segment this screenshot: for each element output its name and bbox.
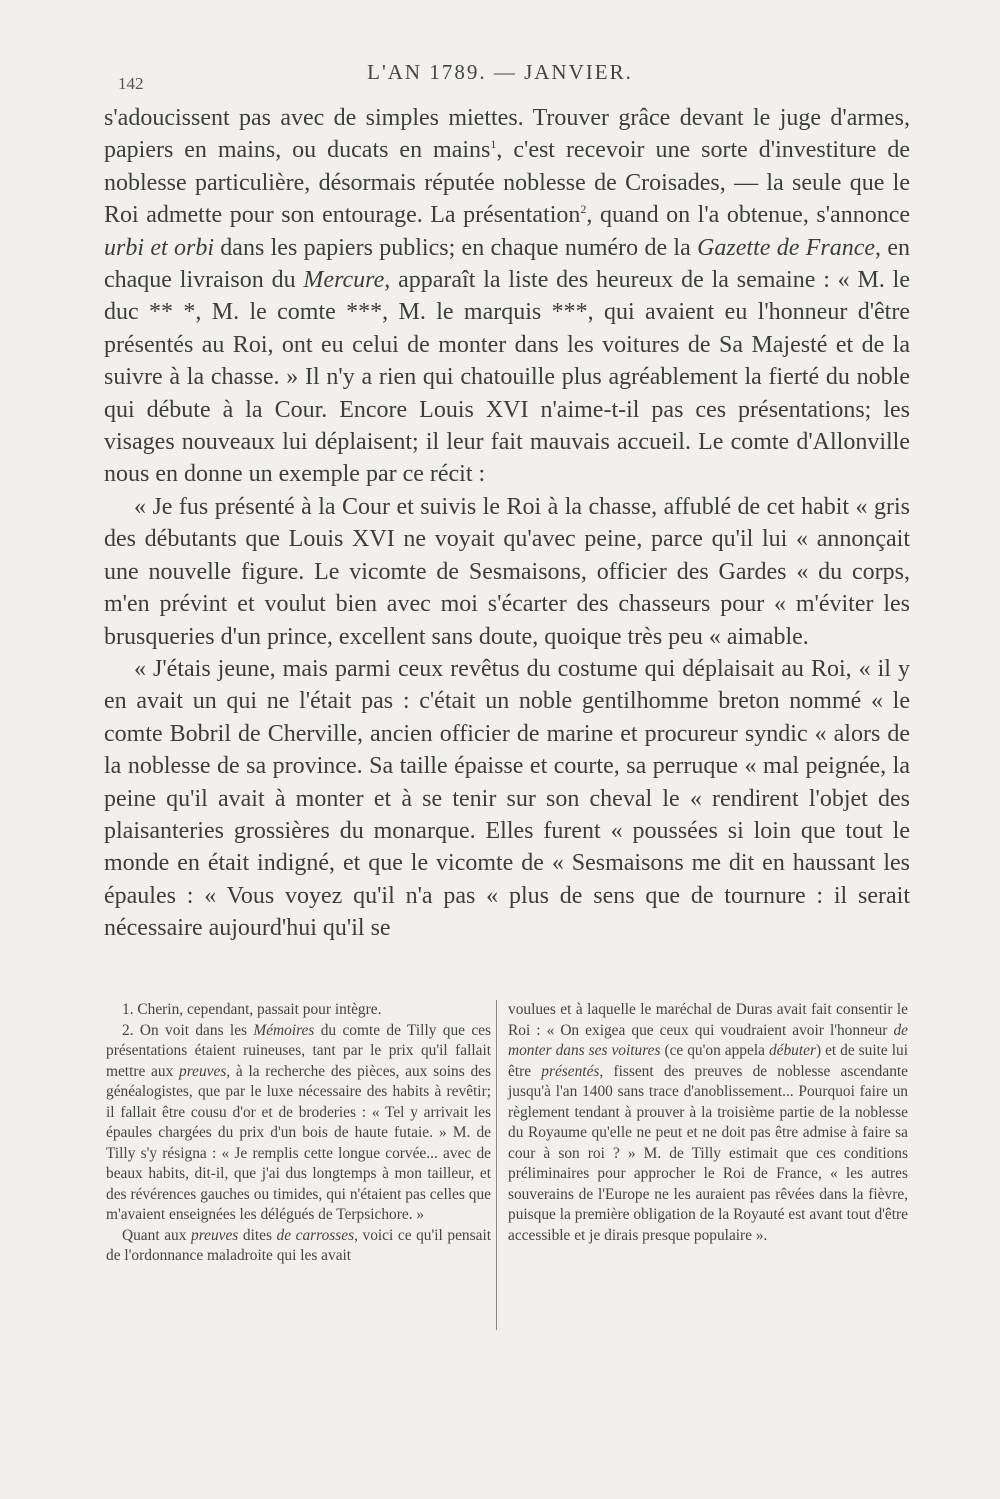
footnote-2: 2. On voit dans les Mémoires du comte de Tilly que ces présentations étaient ruineuses, tant par le prix qu'il fallait mettre aux preuves, à la recherche des pièces, aux soins des généalogistes, que par le luxe nécessaire des habits à revêtir; il fallait être cousu d'or et de broderies : « Tel y arrivait les épaules chargées du prix d'un bois de haute futaie. » M. de Tilly s'y résigna : « Je remplis cette longue corvée... avec de beaux habits, dit-il, que j'ai dus longtemps à mon tailleur, et des révérences gauches ou timides, qui n'étaient pas celles que m'avaient enseignées les délégués de Terpsichore. »	[106, 1021, 492, 1223]
quote-paragraph-1: « Je fus présenté à la Cour et suivis le Roi à la chasse, affublé de cet habit « gris des débutants que Louis XVI ne voyait qu'avec peine, parce qu'il lui « annonçait une nouvelle figure. Le vicomte de Sesmaisons, officier des Gardes « du corps, m'en prévint et voulut bien avec moi s'écarter des chasseurs pour « m'éviter les brusqueries d'un prince, excellent sans doute, quoique très peu « aimable.	[104, 493, 910, 650]
footnote-column-divider	[496, 1000, 497, 1330]
page-number: 142	[118, 74, 144, 93]
running-head: L'AN 1789. — JANVIER.	[367, 60, 633, 84]
footnote-ref-1: 1	[490, 137, 497, 152]
footnote-2-right: voulues et à laquelle le maréchal de Duras avait fait consentir le Roi : « On exigea que ceux qui voudraient avoir l'honneur de monter dans ses voitures (ce qu'on appela débuter) et de suite lui être présentés, fissent des preuves de noblesse ascendante jusqu'à l'an 1400 sans trace d'anoblissement... Pourquoi faire un règlement tendant à prouver à la troisième partie de la noblesse du Royaume qu'elle ne peut et ne doit pas être admise à faire sa cour à son roi ? » M. de Tilly estimait que ces conditions préliminaires pour approcher le Roi de France, « les autres souverains de l'Europe ne les auraient pas rêvées dans la fièvre, puisque la première obligation de la Royauté est avant tout d'être accessible et je dirais presque populaire ».	[508, 1001, 908, 1244]
footnotes-right-column	[508, 1000, 908, 1246]
main-text	[104, 102, 910, 945]
paragraph-1: s'adoucissent pas avec de simples miettes. Trouver grâce devant le juge d'armes, papiers en mains, ou ducats en mains$^1$, c'est recevoir une sorte d'investiture de noblesse particulière, désormais réputée noblesse de Croisades, — la seule que le Roi admette pour son entourage. La présentation$^2$, quand on l'a obtenue, s'annonce urbi et orbi dans les papiers publics; en chaque numéro de la Gazette de France, en chaque livraison du Mercure, apparaît la liste des heureux de la semaine : « M. le duc ** *, M. le comte ***, M. le marquis ***, qui avaient eu l'honneur d'être présentés au Roi, ont eu celui de monter dans les voitures de Sa Majesté et de la suivre à la chasse. » Il n'y a rien qui chatouille plus agréablement la fierté du noble qui débute à la Cour. Encore Louis XVI n'aime-t-il pas ces présentations; les visages nouveaux lui déplaisent; il leur fait mauvais accueil. Le comte d'Allonville nous en donne un exemple par ce récit :	[104, 105, 910, 488]
footnote-2-continued: Quant aux preuves dites de carrosses, voici ce qu'il pensait de l'ordonnance maladroite qui les avait	[106, 1226, 491, 1264]
footnote-1: 1. Cherin, cependant, passait pour intègre.	[122, 1001, 382, 1018]
footnote-ref-2: 2	[580, 202, 587, 217]
quote-paragraph-2: « J'étais jeune, mais parmi ceux revêtus du costume qui déplaisait au Roi, « il y en avait un qui ne l'était pas : c'était un noble gentilhomme breton nommé « le comte Bobril de Cherville, ancien officier de marine et procureur syndic « alors de la noblesse de sa province. Sa taille épaisse et courte, sa perruque « mal peignée, la peine qu'il avait à monter et à se tenir sur son cheval le « rendirent l'objet des plaisanteries grossières du monarque. Elles furent « poussées si loin que tout le monde en était indigné, et que le vicomte de « Sesmaisons me dit en haussant les épaules : « Vous voyez qu'il n'a pas « plus de sens que de tournure : il serait nécessaire aujourd'hui qu'il se	[104, 655, 910, 942]
footnotes-left-column	[106, 1000, 491, 1267]
